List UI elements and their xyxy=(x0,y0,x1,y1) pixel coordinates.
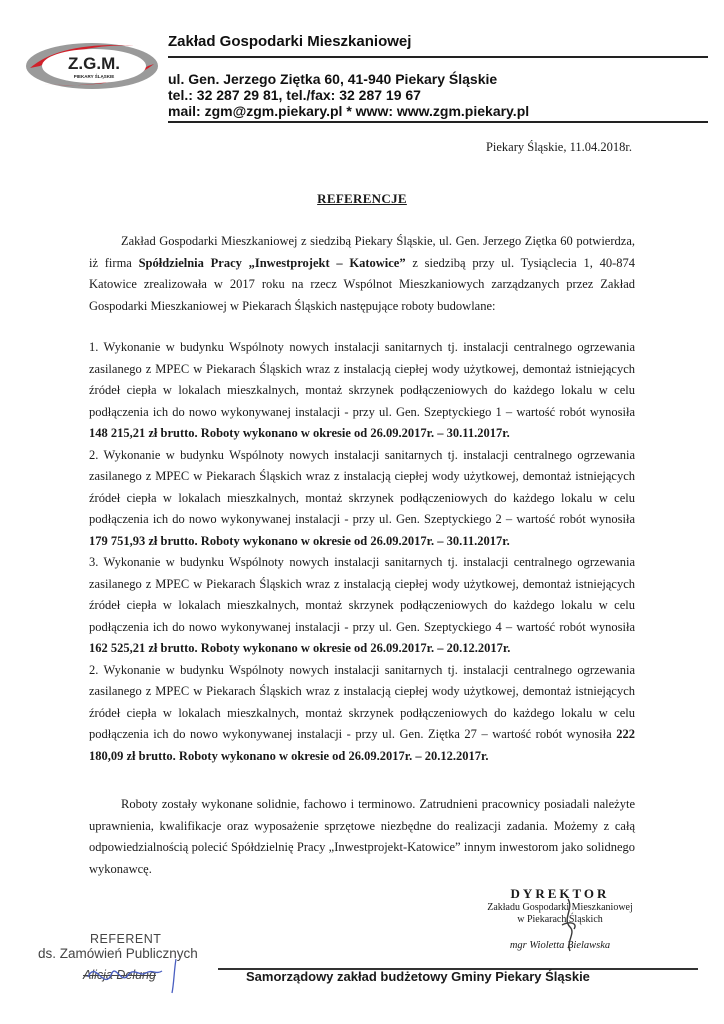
stamp-line-1: Zakładu Gospodarki Mieszkaniowej xyxy=(487,902,633,913)
address-line: ul. Gen. Jerzego Ziętka 60, 41-940 Piekary Śląskie xyxy=(168,71,498,87)
phone-line: tel.: 32 287 29 81, tel./fax: 32 287 19 67 xyxy=(168,87,421,103)
intro-firm: Spółdzielnia Pracy „Inwestprojekt – Katowice” xyxy=(138,255,406,270)
intro-text-1: Zakład Gospodarki Mieszkaniowej z siedzibą Piekary Śląskie, ul. Gen. Jerzego Ziętka 60 potwierdza, iż firma xyxy=(89,234,635,270)
referent-name: Alicja Delung xyxy=(83,968,156,982)
referent-title: REFERENT xyxy=(90,932,162,946)
list-item xyxy=(89,445,635,553)
footer-text: Samorządowy zakład budżetowy Gminy Piekary Śląskie xyxy=(246,969,590,984)
intro-paragraph xyxy=(89,231,635,317)
list-item xyxy=(89,552,635,660)
director-signature xyxy=(540,895,600,955)
date-line: Piekary Śląskie, 11.04.2018r. xyxy=(485,140,632,154)
closing-paragraph xyxy=(89,794,635,880)
stamp-name: mgr Wioletta Bielawska xyxy=(509,940,611,951)
list-item-value: 179 751,93 zł brutto. Roboty wykonano w okresie od 26.09.2017r. – 30.11.2017r. xyxy=(89,533,510,548)
header-rule-top xyxy=(168,56,708,58)
stamp-title: DYREKTOR xyxy=(510,886,610,901)
list-item-value: 148 215,21 zł brutto. Roboty wykonano w okresie od 26.09.2017r. – 30.11.2017r. xyxy=(89,426,510,440)
logo-text: Z.G.M. xyxy=(68,54,120,73)
header-rule-bottom xyxy=(168,121,708,123)
referent-role: ds. Zamówień Publicznych xyxy=(38,946,198,961)
document-title: REFERENCJE xyxy=(317,191,407,206)
referent-signature xyxy=(82,955,192,995)
zgm-logo xyxy=(22,38,162,92)
intro-text-2: z siedzibą przy ul. Tysiąclecia 1, 40-874 Katowice zrealizowała w 2017 roku na rzecz Wspólnot Mieszkaniowych zarządzanych przez Zakład Gospodarki Mieszkaniowej w Piekarach Śląskich następujące roboty budowlane: xyxy=(89,255,635,313)
list-item-value: 162 525,21 zł brutto. Roboty wykonano w okresie od 26.09.2017r. – 20.12.2017r. xyxy=(89,641,511,655)
list-item xyxy=(89,660,635,768)
stamp-line-2: w Piekarach Śląskich xyxy=(517,914,603,925)
org-name: Zakład Gospodarki Mieszkaniowej xyxy=(168,33,412,50)
closing-text: Roboty zostały wykonane solidnie, fachowo i terminowo. Zatrudnieni pracownicy posiadali należyte uprawnienia, kwalifikacje oraz wyposażenie sprzętowe niezbędne do realizacji zadania. Możemy z całą odpowiedzialnością polecić Spółdzielnię Pracy „Inwestprojekt-Katowice” innym inwestorom jako solidnego wykonawcę. xyxy=(89,797,635,876)
list-item-text: 3. Wykonanie w budynku Wspólnoty nowych instalacji sanitarnych tj. instalacji centralnego ogrzewania zasilanego z MPEC w Piekarach Śląskich wraz z instalacją ciepłej wody użytkowej, demontaż istniejących źródeł ciepła w lokalach mieszkalnych, montaż skrzynek podłączeniowych do każdego lokalu w celu podłączenia ich do nowo wykonywanej instalacji - przy ul. Gen. Szeptyckiego 4 – wartość robót wynosiła xyxy=(89,555,635,634)
list-item-text: 2. Wykonanie w budynku Wspólnoty nowych instalacji sanitarnych tj. instalacji centralnego ogrzewania zasilanego z MPEC w Piekarach Śląskich wraz z instalacją ciepłej wody użytkowej, demontaż istniejących źródeł ciepła w lokalach mieszkalnych, montaż skrzynek podłączeniowych do każdego lokalu w celu podłączenia ich do nowo wykonywanej instalacji - przy ul. Gen. Szeptyckiego 2 – wartość robót wynosiła xyxy=(89,447,635,526)
list-item-value: 222 180,09 zł brutto. Roboty wykonano w okresie od 26.09.2017r. – 20.12.2017r. xyxy=(89,727,635,763)
mail-line: mail: zgm@zgm.piekary.pl * www: www.zgm.piekary.pl xyxy=(168,103,530,119)
list-item-text: 1. Wykonanie w budynku Wspólnoty nowych instalacji sanitarnych tj. instalacji centralnego ogrzewania zasilanego z MPEC w Piekarach Śląskich wraz z instalacją ciepłej wody użytkowej, demontaż istniejących źródeł ciepła w lokalach mieszkalnych, montaż skrzynek podłączeniowych do każdego lokalu w celu podłączenia ich do nowo wykonywanej instalacji - przy ul. Gen. Szeptyckiego 1 – wartość robót wynosiła xyxy=(89,340,635,419)
list-item xyxy=(89,337,635,445)
list-item-text: 2. Wykonanie w budynku Wspólnoty nowych instalacji sanitarnych tj. instalacji centralnego ogrzewania zasilanego z MPEC w Piekarach Śląskich wraz z instalacją ciepłej wody użytkowej, demontaż istniejących źródeł ciepła w lokalach mieszkalnych, montaż skrzynek podłączeniowych do każdego lokalu w celu podłączenia ich do nowo wykonywanej instalacji - przy ul. Gen. Ziętka 27 – wartość robót wynosiła xyxy=(89,662,635,741)
works-list xyxy=(89,337,635,767)
logo-subtext: PIEKARY ŚLĄSKIE xyxy=(73,74,115,79)
